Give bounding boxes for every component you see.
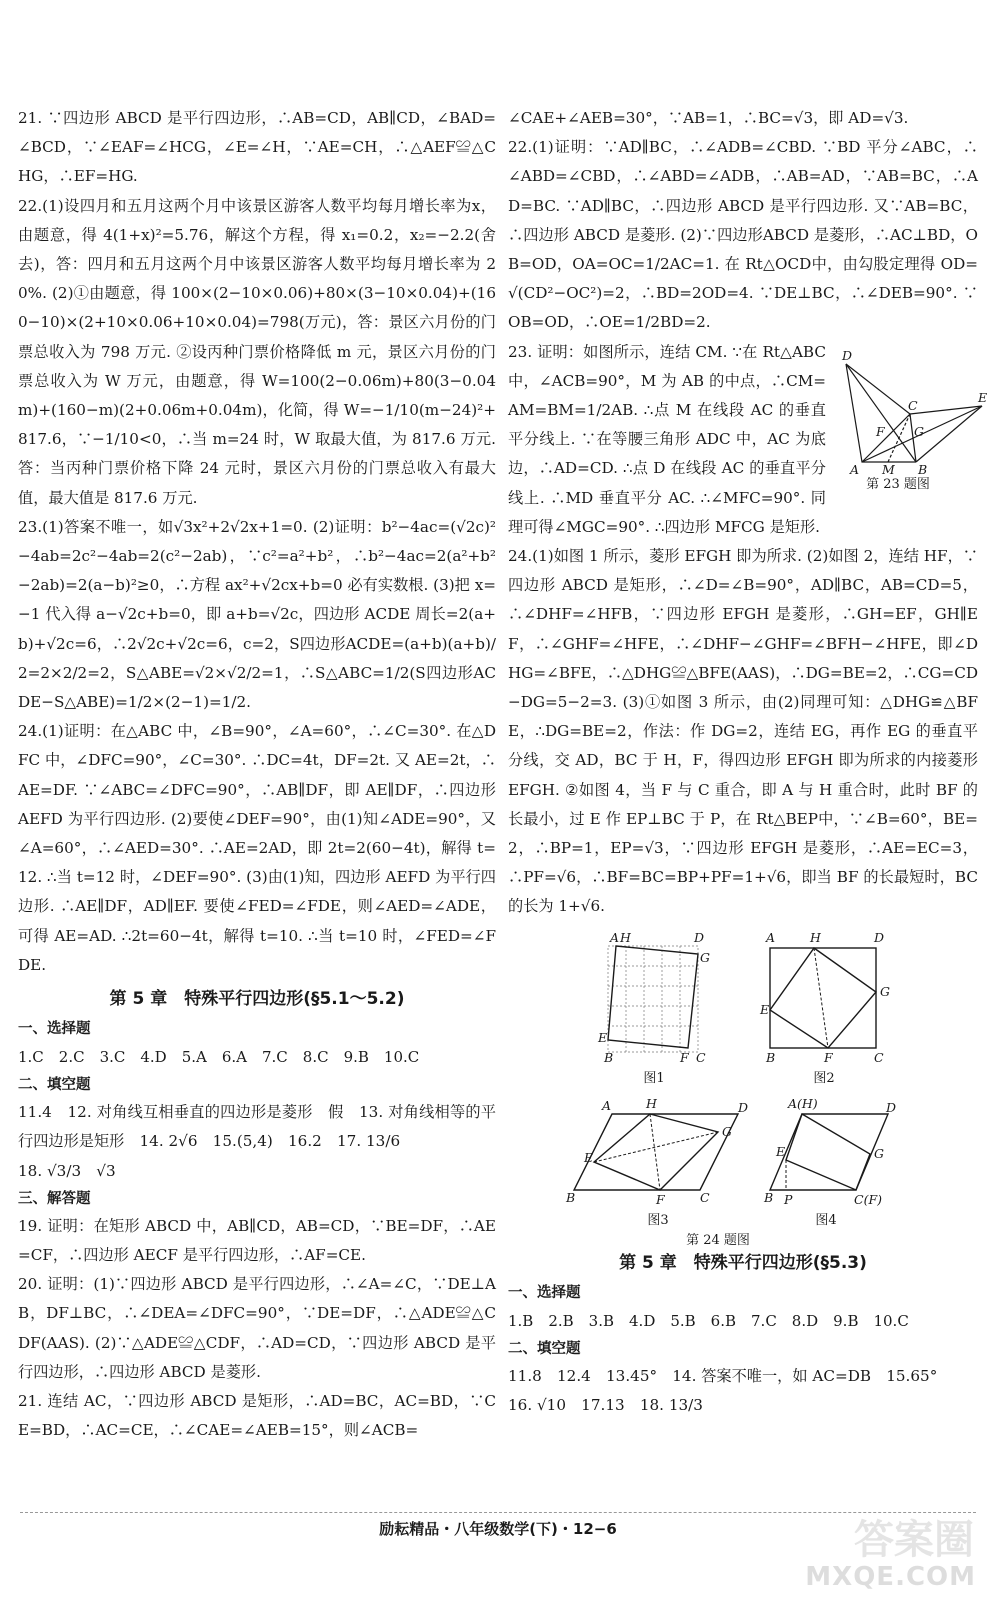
choice-answers-right: 1.B 2.B 3.B 4.D 5.B 6.B 7.C 8.D 9.B 10.C: [508, 1311, 909, 1330]
fig24-label-4: 图4: [815, 1213, 837, 1228]
left-column: [18, 104, 496, 1445]
fig23-label-a: A: [850, 462, 860, 477]
figure-24-4: [763, 1096, 896, 1228]
chapter-heading-5-1: 第 5 章 特殊平行四边形(§5.1～5.2): [109, 989, 405, 1010]
svg-text:F: F: [656, 1192, 665, 1207]
fill-answers-right: 11.8 12.4 13.45° 14. 答案不唯一，如 AC=DB 15.65°: [508, 1366, 938, 1385]
fig23-label-f: F: [876, 424, 885, 439]
svg-text:A(H): A(H): [788, 1096, 818, 1111]
choice-answers: 1.C 2.C 3.C 4.D 5.A 6.A 7.C 8.C 9.B 10.C: [18, 1048, 420, 1067]
fig23-label-c: C: [908, 398, 918, 413]
svg-text:B: B: [764, 1190, 774, 1205]
fig24-label-2: 图2: [813, 1071, 835, 1086]
section-solve: 三、解答题: [18, 1190, 91, 1207]
page-footer: 励耘精品・八年级数学(下)・12−6: [379, 1520, 617, 1538]
section-choice: 一、选择题: [18, 1021, 91, 1038]
fig23-label-b: B: [918, 462, 928, 477]
svg-text:A: A: [610, 932, 620, 945]
svg-text:B: B: [604, 1050, 614, 1065]
fig23-label-m: M: [882, 462, 895, 477]
svg-text:C: C: [696, 1050, 706, 1065]
answer-22-right: 22.(1)证明：∵AD∥BC，∴∠ADB=∠CBD. ∵BD 平分∠ABC，∴∠ABD=∠CBD，∴∠ABD=∠ADB，∴AB=AD，∵AB=BC，∴AD=BC. ∵AD∥BC，∴四边形 ABCD 是平行四边形. 又∵AB=BC，∴四边形 ABCD 是菱形. (2)∵四边形ABCD 是菱形，∴AC⊥BD，OB=OD，OA=OC=1/2AC=1. 在 Rt△OCD中，由勾股定理得 OD=√(CD²−OC²)=2，∴BD=2OD=4. ∵DE⊥BC，∴∠DEB=90°. ∵OB=OD，∴OE=1/2BD=2.: [508, 138, 978, 332]
answer-22: 22.(1)设四月和五月这两个月中该景区游客人数平均每月增长率为x，由题意，得 4(1+x)²=5.76，解这个方程，得 x₁=0.2，x₂=−2.2(舍去)，答：四月和五月这两个月中该景区游客人数平均每月增长率为 20%. (2)①由题意，得 100×(2−10×0.06)+80×(3−10×0.04)+(160−10)×(2+10×0.06+10×0.04)=798(万元)，答：景区六月份的门票总收入为 798 万元. ②设丙种门票价格降低 m 元，景区六月份的门票总收入为 W 万元，由题意，得 W=100(2−0.06m)+80(3−0.04m)+(160−m)(2+0.06m+0.04m)，化简，得 W=−1/10(m−24)²+817.6，∵−1/10<0，∴当 m=24 时，W 取最大值，为 817.6 万元. 答：当丙种门票价格下降 24 元时，景区六月份的门票总收入有最大值，最大值是 817.6 万元.: [18, 196, 496, 507]
svg-text:D: D: [694, 932, 705, 945]
svg-text:D: D: [886, 1100, 897, 1115]
answer-21c: ∠CAE+∠AEB=30°，∵AB=1，∴BC=√3，即 AD=√3.: [508, 109, 909, 127]
answer-19: 19. 证明：在矩形 ABCD 中，AB∥CD，AB=CD，∵BE=DF，∴AE=CF，∴四边形 AECF 是平行四边形，∴AF=CE.: [18, 1216, 496, 1264]
figure-24-3: [565, 1096, 748, 1228]
svg-text:H: H: [810, 932, 821, 945]
fig24-label-1: 图1: [643, 1071, 665, 1086]
svg-text:A: A: [602, 1098, 612, 1113]
answer-21b: 21. 连结 AC，∵四边形 ABCD 是矩形，∴AD=BC，AC=BD，∵CE=BD，∴AC=CE，∴∠CAE=∠AEB=15°，则∠ACB=: [18, 1391, 496, 1440]
svg-text:E: E: [776, 1144, 786, 1159]
answer-24: 24.(1)证明：在△ABC 中，∠B=90°，∠A=60°，∴∠C=30°. 在△DFC 中，∠DFC=90°，∠C=30°. ∴DC=4t，DF=2t. 又 AE=2t，∴AE=DF. ∵∠ABC=∠DFC=90°，∴AB∥DF，即 AE∥DF，∴四边形 AEFD 为平行四边形. (2)要使∠DEF=90°，由(1)知∠ADE=90°，又∠A=60°，∴∠AED=30°. ∴AE=2AD，即 2t=2(60−4t)，解得 t=12. ∴当 t=12 时，∠DEF=90°. (3)由(1)知，四边形 AEFD 为平行四边形. ∴AE∥DF，AD∥EF. 要使∠FED=∠FDE，则∠AED=∠ADE，可得 AE=AD. ∴2t=60−4t，解得 t=10. ∴当 t=10 时，∠FED=∠FDE.: [18, 722, 496, 974]
svg-text:D: D: [738, 1100, 749, 1115]
svg-text:H: H: [646, 1096, 657, 1111]
right-column: [508, 104, 988, 1420]
section-choice-right: 一、选择题: [508, 1284, 581, 1301]
fig23-label-d: D: [842, 350, 853, 363]
figure-24-1: [597, 932, 710, 1086]
svg-text:G: G: [874, 1146, 884, 1161]
svg-text:E: E: [584, 1150, 594, 1165]
fig24-caption: 第 24 题图: [686, 1233, 750, 1248]
fill-answers: 11.4 12. 对角线互相垂直的四边形是菱形 假 13. 对角线相等的平行四边形是矩形 14. 2√6 15.(5,4) 16.2 17. 13/6: [18, 1103, 496, 1151]
section-fill: 二、填空题: [18, 1077, 91, 1094]
figure-24-group: [508, 932, 978, 1248]
svg-text:G: G: [880, 984, 890, 999]
watermark: [792, 1506, 982, 1596]
svg-text:C: C: [874, 1050, 884, 1065]
figure-23: [838, 350, 988, 490]
watermark-logo: 答案圈: [854, 1517, 974, 1563]
answer-23: 23.(1)答案不唯一，如√3x²+2√2x+1=0. (2)证明：b²−4ac=(√2c)²−4ab=2c²−4ab=2(c²−2ab)，∵c²=a²+b²，∴b²−4ac=2(a²+b²−2ab)=2(a−b)²≥0，∴方程 ax²+√2cx+b=0 必有实数根. (3)把 x=−1 代入得 a−√2c+b=0，即 a+b=√2c，四边形 ACDE 周长=2(a+b)+√2c=6，∴2√2c+√2c=6，c=2，S四边形ACDE=(a+b)(a+b)/2=2×2/2=2，S△ABE=√2×√2/2=1，∴S△ABC=1/2(S四边形ACDE−S△ABE)=1/2×(2−1)=1/2.: [18, 517, 496, 712]
svg-text:G: G: [700, 950, 710, 965]
svg-text:P: P: [784, 1192, 793, 1207]
svg-text:E: E: [760, 1002, 770, 1017]
svg-text:C(F): C(F): [854, 1192, 882, 1207]
svg-text:G: G: [722, 1124, 732, 1139]
svg-text:B: B: [566, 1190, 576, 1205]
fig24-label-3: 图3: [647, 1213, 669, 1228]
svg-text:E: E: [598, 1030, 608, 1045]
svg-text:D: D: [874, 932, 885, 945]
svg-text:F: F: [680, 1050, 689, 1065]
fig23-label-g: G: [914, 424, 924, 439]
answer-23-right: 23. 证明：如图所示，连结 CM. ∵在 Rt△ABC中，∠ACB=90°，M 为 AB 的中点，∴CM=AM=BM=1/2AB. ∴点 M 在线段 AC 的垂直平分线上. ∵在等腰三角形 ADC 中，AC 为底边，∴AD=CD. ∴点 D 在线段 AC 的垂直平分线上. ∴MD 垂直平分 AC. ∴∠MFC=90°. 同理可得∠MGC=90°. ∴四边形 MFCG 是矩形.: [508, 342, 826, 536]
svg-text:H: H: [620, 932, 631, 945]
figure-24-2: [759, 932, 890, 1086]
watermark-text: MXQE.COM: [805, 1562, 976, 1592]
answer-24-right: 24.(1)如图 1 所示，菱形 EFGH 即为所求. (2)如图 2，连结 HF，∵四边形 ABCD 是矩形，∴∠D=∠B=90°，AD∥BC，AB=CD=5，∴∠DHF=∠HFB，∵四边形 EFGH 是菱形，∴GH=EF，GH∥EF，∴∠GHF=∠HFE，∴∠DHF−∠GHF=∠BFH−∠HFE，即∠DHG=∠BFE，∴△DHG≌△BFE(AAS)，∴DG=BE=2，∴CG=CD−DG=5−2=3. (3)①如图 3 所示，由(2)同理可知：△DHG≌△BFE，∴DG=BE=2，作法：作 DG=2，连结 EG，再作 EG 的垂直平分线，交 AD，BC 于 H，F，得四边形 EFGH 即为所求的内接菱形 EFGH. ②如图 4，当 F 与 C 重合，即 A 与 H 重合时，此时 BF 的长最小，过 E 作 EP⊥BC 于 P，在 Rt△BEP中，∵∠B=60°，BE=2，∴BP=1，EP=√3，∵四边形 EFGH 是菱形，∴AE=EC=3，∴PF=√6，∴BF=BC=BP+PF=1+√6，即当 BF 的长最短时，BC 的长为 1+√6.: [508, 547, 978, 916]
fill-answers-right-2: 16. √10 17.13 18. 13/3: [508, 1395, 703, 1414]
fig23-label-e: E: [978, 390, 988, 405]
svg-text:C: C: [700, 1190, 710, 1205]
answer-21a: 21. ∵四边形 ABCD 是平行四边形，∴AB=CD，AB∥CD，∠BAD=∠BCD，∵∠EAF=∠HCG，∠E=∠H，∵AE=CH，∴△AEF≌△CHG，∴EF=HG.: [18, 109, 496, 186]
fill-answers-18: 18. √3/3 √3: [18, 1161, 116, 1180]
section-fill-right: 二、填空题: [508, 1340, 581, 1357]
svg-text:F: F: [824, 1050, 833, 1065]
svg-text:A: A: [766, 932, 776, 945]
svg-text:B: B: [766, 1050, 776, 1065]
chapter-heading-5-3: 第 5 章 特殊平行四边形(§5.3): [619, 1252, 867, 1273]
fig23-caption: 第 23 题图: [866, 477, 930, 490]
answer-20: 20. 证明：(1)∵四边形 ABCD 是平行四边形，∴∠A=∠C，∵DE⊥AB，DF⊥BC，∴∠DEA=∠DFC=90°，∵DE=DF，∴△ADE≌△CDF(AAS). (2)∵△ADE≌△CDF，∴AD=CD，∵四边形 ABCD 是平行四边形，∴四边形 ABCD 是菱形.: [18, 1275, 496, 1381]
